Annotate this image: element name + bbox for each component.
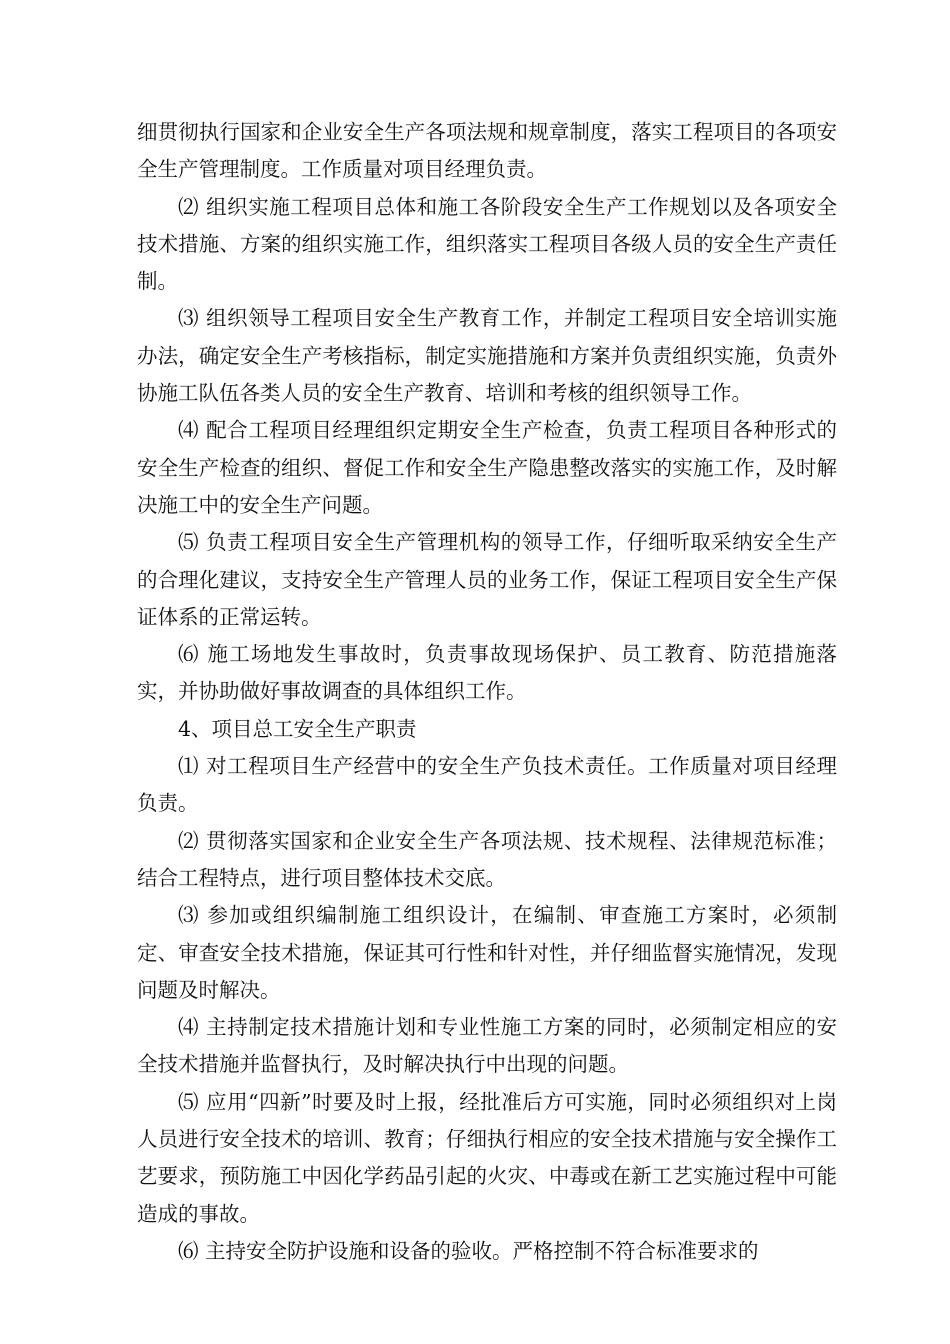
paragraph-item-4: ⑷ 配合工程项目经理组织定期安全生产检查，负责工程项目各种形式的安全生产检查的组织、督促工作和安全生产隐患整改落实的实施工作，及时解决施工中的安全生产问题。 <box>137 418 837 517</box>
paragraph-item-2: ⑵ 组织实施工程项目总体和施工各阶段安全生产工作规划以及各项安全技术措施、方案的组织实施工作，组织落实工程项目各级人员的安全生产责任制。 <box>137 194 837 294</box>
paragraph-item-5: ⑸ 应用“四新”时要及时上报，经批准后方可实施，同时必须组织对上岗人员进行安全技术的培训、教育；仔细执行相应的安全技术措施与安全操作工艺要求，预防施工中因化学药品引起的火灾、中毒或在新工艺实施过程中可能造成的事故。 <box>137 1089 837 1226</box>
paragraph-item-2: ⑵ 贯彻落实国家和企业安全生产各项法规、技术规程、法律规范标准；结合工程特点，进行项目整体技术交底。 <box>137 828 837 890</box>
paragraph-continued: 细贯彻执行国家和企业安全生产各项法规和规章制度，落实工程项目的各项安全生产管理制度。工作质量对项目经理负责。 <box>137 120 837 182</box>
paragraph-item-6: ⑹ 施工场地发生事故时，负责事故现场保护、员工教育、防范措施落实，并协助做好事故调查的具体组织工作。 <box>137 642 837 704</box>
section-heading: 4、项目总工安全生产职责 <box>178 716 417 741</box>
paragraph-item-1: ⑴ 对工程项目生产经营中的安全生产负技术责任。工作质量对项目经理负责。 <box>137 754 837 816</box>
paragraph-item-3: ⑶ 参加或组织编制施工组织设计，在编制、审查施工方案时，必须制定、审查安全技术措施，保证其可行性和针对性，并仔细监督实施情况，发现问题及时解决。 <box>137 903 837 1002</box>
document-page <box>137 114 837 1270</box>
paragraph-item-5: ⑸ 负责工程项目安全生产管理机构的领导工作，仔细听取采纳安全生产的合理化建议，支持安全生产管理人员的业务工作，保证工程项目安全生产保证体系的正常运转。 <box>137 530 837 629</box>
paragraph-item-3: ⑶ 组织领导工程项目安全生产教育工作，并制定工程项目安全培训实施办法，确定安全生产考核指标，制定实施措施和方案并负责组织实施，负责外协施工队伍各类人员的安全生产教育、培训和考核的组织领导工作。 <box>137 306 837 406</box>
paragraph-item-6: ⑹ 主持安全防护设施和设备的验收。严格控制不符合标准要求的 <box>178 1238 759 1263</box>
paragraph-item-4: ⑷ 主持制定技术措施计划和专业性施工方案的同时，必须制定相应的安全技术措施并监督执行，及时解决执行中出现的问题。 <box>137 1015 837 1077</box>
